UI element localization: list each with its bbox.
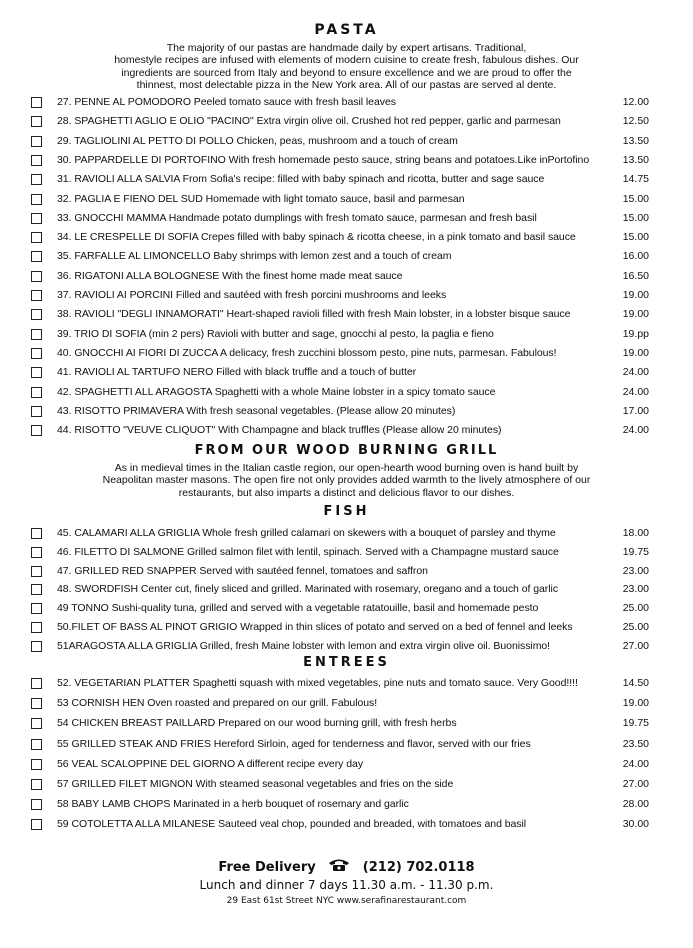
order-checkbox[interactable] [31,799,42,810]
pasta-intro-line: thinnest, most delectable pizza in the New York area. All of our pastas are served al dente. [136,79,557,92]
menu-item-description: 53 CORNISH HEN Oven roasted and prepared on our grill. Fabulous! [57,697,378,710]
menu-item-price: 19.75 [622,717,649,730]
menu-item-row [0,756,693,774]
menu-item-row [0,816,693,834]
menu-item-row [0,133,693,151]
menu-item-price: 23.50 [622,737,649,750]
menu-item-row [0,306,693,324]
order-checkbox[interactable] [31,97,42,108]
menu-item-price: 19.00 [622,308,649,321]
order-checkbox[interactable] [31,213,42,224]
order-checkbox[interactable] [31,271,42,282]
menu-item-description: 33. GNOCCHI MAMMA Handmade potato dumplings with fresh tomato sauce, parmesan and fresh basil [57,211,537,224]
menu-item-row [0,600,693,618]
menu-item-description: 34. LE CRESPELLE DI SOFIA Crepes filled with baby spinach & ricotta cheese, in a pink tomato and basil sauce [57,231,576,244]
menu-item-row [0,287,693,305]
entrees-section-title: ENTREES [303,655,390,670]
menu-item-price: 19.00 [622,289,649,301]
menu-item-row [0,736,693,754]
menu-item-price: 13.50 [622,153,649,166]
menu-item-price: 23.00 [622,564,649,577]
menu-item-price: 12.50 [622,115,649,128]
menu-item-description: 42. SPAGHETTI ALL ARAGOSTA Spaghetti with a whole Maine lobster in a spicy tomato sauce [57,385,496,398]
grill-intro-line: restaurants, but also imparts a distinct and delicious flavor to our dishes. [178,486,515,499]
menu-item-price: 19.pp [622,327,649,340]
menu-item-description: 51ARAGOSTA ALLA GRIGLIA Grilled, fresh Maine lobster with lemon and extra virgin olive oil. Buonissimo! [57,639,551,652]
menu-item-description: 32. PAGLIA E FIENO DEL SUD Homemade with light tomato sauce, basil and parmesan [57,192,465,205]
menu-item-row [0,152,693,170]
telephone-icon [328,858,350,872]
menu-item-description: 57 GRILLED FILET MIGNON With steamed seasonal vegetables and fries on the side [57,778,454,790]
pasta-section-title: PASTA [314,22,379,38]
phone-number[interactable]: (212) 702.0118 [362,860,475,875]
grill-section-title: FROM OUR WOOD BURNING GRILL [194,443,499,458]
menu-item-description: 41. RAVIOLI AL TARTUFO NERO Filled with black truffle and a touch of butter [57,366,417,379]
address-line: 29 East 61st Street NYC www.serafinarestaurant.com [226,896,467,906]
order-checkbox[interactable] [31,232,42,243]
menu-item-description: 49 TONNO Sushi-quality tuna, grilled and served with a vegetable ratatouille, basil and homemade pesto [57,602,539,615]
pasta-intro-line: homestyle recipes are infused with elements of modern cuisine to create fresh, fabulous dishes. Our [114,54,579,67]
grill-intro [0,462,693,499]
order-checkbox[interactable] [31,425,42,436]
menu-item-price: 15.00 [622,192,649,205]
menu-item-description: 38. RAVIOLI "DEGLI INNAMORATI" Heart-shaped ravioli filled with fresh Main lobster, in a lobster bisque sauce [57,308,571,321]
menu-item-price: 15.00 [622,211,649,224]
menu-item-price: 14.75 [622,173,649,186]
menu-item-description: 37. RAVIOLI AI PORCINI Filled and sautéed with fresh porcini mushrooms and leeks [57,289,447,301]
order-checkbox[interactable] [31,309,42,320]
menu-item-price: 19.75 [622,545,649,558]
menu-item-row [0,422,693,440]
menu-item-price: 16.00 [622,250,649,263]
menu-item-price: 24.00 [622,385,649,398]
menu-item-description: 48. SWORDFISH Center cut, finely sliced and grilled. Marinated with rosemary, oregano and a touch of garlic [57,583,559,596]
order-checkbox[interactable] [31,718,42,729]
order-checkbox[interactable] [31,698,42,709]
menu-item-price: 25.00 [622,621,649,633]
order-checkbox[interactable] [31,348,42,359]
menu-item-price: 17.00 [622,404,649,417]
menu-item-price: 12.00 [622,96,649,108]
menu-item-row [0,326,693,344]
menu-item-price: 23.00 [622,583,649,596]
free-delivery-label: Free Delivery [218,860,316,875]
menu-item-price: 28.00 [622,798,649,811]
menu-item-description: 59 COTOLETTA ALLA MILANESE Sauteed veal chop, pounded and breaded, with tomatoes and basil [57,818,527,831]
menu-item-row [0,229,693,247]
order-checkbox[interactable] [31,406,42,417]
order-checkbox[interactable] [31,174,42,185]
menu-item-row [0,525,693,543]
menu-item-price: 30.00 [622,818,649,831]
menu-item-description: 29. TAGLIOLINI AL PETTO DI POLLO Chicken, peas, mushroom and a touch of cream [57,134,458,147]
menu-item-description: 50.FILET OF BASS AL PINOT GRIGIO Wrapped in thin slices of potato and served on a bed of fennel and leeks [57,621,573,633]
order-checkbox[interactable] [31,641,42,652]
menu-item-row [0,113,693,131]
menu-item-description: 55 GRILLED STEAK AND FRIES Hereford Sirloin, aged for tenderness and flavor, served with our fries [57,737,531,750]
menu-item-row [0,776,693,794]
menu-item-row [0,345,693,363]
order-checkbox[interactable] [31,329,42,340]
menu-item-price: 19.00 [622,697,649,710]
order-checkbox[interactable] [31,566,42,577]
order-checkbox[interactable] [31,116,42,127]
grill-intro-line: Neapolitan master masons. The open fire not only provides added warmth to the lively atmosphere of our [102,474,591,487]
menu-item-description: 40. GNOCCHI AI FIORI DI ZUCCA A delicacy, fresh zucchini blossom pesto, pine nuts, parmesan. Fabulous! [57,346,557,359]
menu-item-description: 46. FILETTO DI SALMONE Grilled salmon filet with lentil, spinach. Served with a Champagne mustard sauce [57,545,559,558]
order-checkbox[interactable] [31,387,42,398]
menu-item-price: 24.00 [622,366,649,379]
menu-item-row [0,210,693,228]
menu-item-description: 39. TRIO DI SOFIA (min 2 pers) Ravioli with butter and sage, gnocchi al pesto, la paglia e fieno [57,327,494,340]
menu-item-price: 19.00 [622,346,649,359]
menu-item-row [0,544,693,562]
menu-item-row [0,715,693,733]
menu-item-row [0,695,693,713]
menu-item-price: 27.00 [622,639,649,652]
order-checkbox[interactable] [31,779,42,790]
menu-item-row [0,619,693,637]
menu-item-price: 13.50 [622,134,649,147]
menu-item-description: 54 CHICKEN BREAST PAILLARD Prepared on our wood burning grill, with fresh herbs [57,717,457,730]
menu-item-row [0,248,693,266]
menu-item-description: 43. RISOTTO PRIMAVERA With fresh seasonal vegetables. (Please allow 20 minutes) [57,404,456,417]
order-checkbox[interactable] [31,622,42,633]
order-checkbox[interactable] [31,367,42,378]
order-checkbox[interactable] [31,759,42,770]
delivery-line [0,858,693,875]
menu-item-description: 44. RISOTTO "VEUVE CLIQUOT" With Champagne and black truffles (Please allow 20 minutes) [57,424,502,437]
menu-item-description: 58 BABY LAMB CHOPS Marinated in a herb bouquet of rosemary and garlic [57,798,409,811]
order-checkbox[interactable] [31,136,42,147]
order-checkbox[interactable] [31,584,42,595]
order-checkbox[interactable] [31,155,42,166]
menu-item-row [0,403,693,421]
menu-item-price: 27.00 [622,778,649,790]
menu-item-row [0,796,693,814]
menu-item-description: 30. PAPPARDELLE DI PORTOFINO With fresh homemade pesto sauce, string beans and potatoes.Like inPortofino [57,153,590,166]
menu-item-price: 15.00 [622,231,649,244]
pasta-intro [0,42,693,92]
menu-item-row [0,638,693,656]
menu-item-row [0,364,693,382]
menu-item-description: 27. PENNE AL POMODORO Peeled tomato sauce with fresh basil leaves [57,96,396,108]
menu-item-row [0,581,693,599]
grill-intro-line: As in medieval times in the Italian castle region, our open-hearth wood burning oven is hand built by [114,462,579,474]
menu-item-price: 25.00 [622,602,649,615]
menu-item-row [0,171,693,189]
menu-item-price: 24.00 [622,424,649,437]
menu-item-row [0,191,693,209]
menu-item-description: 56 VEAL SCALOPPINE DEL GIORNO A different recipe every day [57,757,364,770]
menu-item-row [0,268,693,286]
order-checkbox[interactable] [31,819,42,830]
menu-item-description: 47. GRILLED RED SNAPPER Served with sautéed fennel, tomatoes and saffron [57,564,428,577]
pasta-intro-line: The majority of our pastas are handmade daily by expert artisans. Traditional, [166,42,527,54]
menu-item-row [0,94,693,112]
menu-item-price: 18.00 [622,527,649,539]
menu-item-price: 14.50 [622,677,649,689]
menu-item-description: 35. FARFALLE AL LIMONCELLO Baby shrimps with lemon zest and a touch of cream [57,250,452,263]
menu-item-row [0,675,693,693]
menu-item-row [0,563,693,581]
menu-item-row [0,384,693,402]
fish-section-title: FISH [323,504,370,519]
menu-item-price: 24.00 [622,757,649,770]
menu-item-description: 31. RAVIOLI ALLA SALVIA From Sofia's recipe: filled with baby spinach and ricotta, butter and sage sauce [57,173,545,186]
order-checkbox[interactable] [31,547,42,558]
menu-item-description: 36. RIGATONI ALLA BOLOGNESE With the finest home made meat sauce [57,269,403,282]
hours-line: Lunch and dinner 7 days 11.30 a.m. - 11.30 p.m. [199,878,494,892]
order-checkbox[interactable] [31,290,42,301]
order-checkbox[interactable] [31,251,42,262]
pasta-intro-line: ingredients are sourced from Italy and beyond to ensure excellence and we are proud to offer the [121,66,572,79]
menu-item-description: 45. CALAMARI ALLA GRIGLIA Whole fresh grilled calamari on skewers with a bouquet of parsley and thyme [57,527,556,539]
order-checkbox[interactable] [31,194,42,205]
order-checkbox[interactable] [31,678,42,689]
menu-item-description: 28. SPAGHETTI AGLIO E OLIO "PACINO" Extra virgin olive oil. Crushed hot red pepper, garlic and parmesan [57,115,561,128]
order-checkbox[interactable] [31,739,42,750]
order-checkbox[interactable] [31,603,42,614]
menu-item-price: 16.50 [622,269,649,282]
menu-item-description: 52. VEGETARIAN PLATTER Spaghetti squash with mixed vegetables, pine nuts and tomato sauce. Very Good!!!! [57,677,578,689]
order-checkbox[interactable] [31,528,42,539]
